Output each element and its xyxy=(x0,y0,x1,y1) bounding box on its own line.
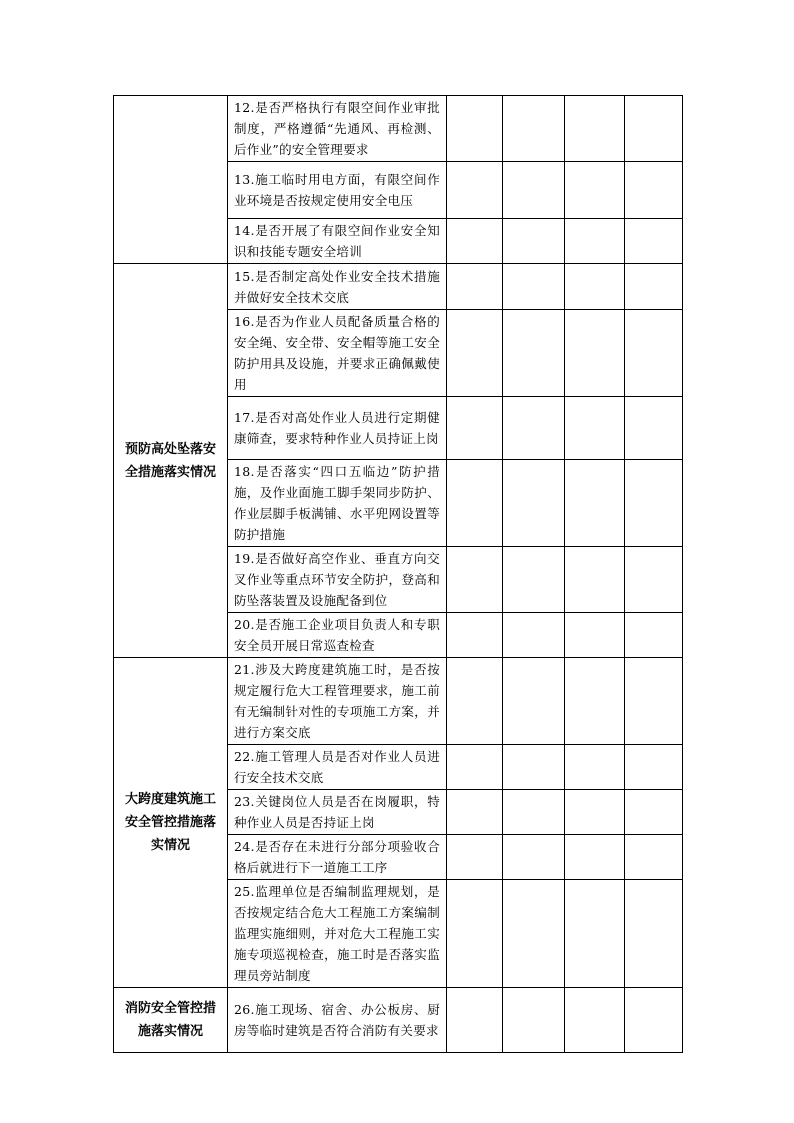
check-cell[interactable] xyxy=(625,460,683,547)
check-cell[interactable] xyxy=(625,658,683,745)
check-cell[interactable] xyxy=(447,547,503,613)
check-cell[interactable] xyxy=(503,162,565,219)
check-cell[interactable] xyxy=(565,162,625,219)
check-cell[interactable] xyxy=(565,96,625,162)
check-cell[interactable] xyxy=(503,96,565,162)
table-row xyxy=(114,264,683,310)
check-cell[interactable] xyxy=(625,397,683,460)
check-cell[interactable] xyxy=(625,613,683,658)
check-cell[interactable] xyxy=(625,310,683,397)
table-row xyxy=(114,988,683,1053)
check-cell[interactable] xyxy=(625,880,683,988)
category-cell xyxy=(114,96,228,264)
check-cell[interactable] xyxy=(503,219,565,264)
check-cell[interactable] xyxy=(625,547,683,613)
check-cell[interactable] xyxy=(503,397,565,460)
item-cell: 24.是否存在未进行分部分项验收合格后就进行下一道施工工序 xyxy=(228,835,447,880)
check-cell[interactable] xyxy=(503,880,565,988)
check-cell[interactable] xyxy=(565,460,625,547)
check-cell[interactable] xyxy=(447,880,503,988)
check-cell[interactable] xyxy=(447,162,503,219)
table-row xyxy=(114,96,683,162)
check-cell[interactable] xyxy=(503,547,565,613)
check-cell[interactable] xyxy=(447,658,503,745)
check-cell[interactable] xyxy=(503,264,565,310)
check-cell[interactable] xyxy=(503,835,565,880)
checklist-table xyxy=(113,95,683,1053)
item-cell: 23.关键岗位人员是否在岗履职，特种作业人员是否持证上岗 xyxy=(228,790,447,835)
check-cell[interactable] xyxy=(447,835,503,880)
check-cell[interactable] xyxy=(447,264,503,310)
check-cell[interactable] xyxy=(625,264,683,310)
item-cell: 20.是否施工企业项目负责人和专职安全员开展日常巡查检查 xyxy=(228,613,447,658)
check-cell[interactable] xyxy=(447,310,503,397)
check-cell[interactable] xyxy=(503,790,565,835)
check-cell[interactable] xyxy=(565,790,625,835)
check-cell[interactable] xyxy=(625,745,683,790)
check-cell[interactable] xyxy=(625,835,683,880)
check-cell[interactable] xyxy=(447,790,503,835)
check-cell[interactable] xyxy=(625,790,683,835)
check-cell[interactable] xyxy=(503,988,565,1053)
check-cell[interactable] xyxy=(625,988,683,1053)
item-cell: 16.是否为作业人员配备质量合格的安全绳、安全带、安全帽等施工安全防护用具及设施，并要求正确佩戴使用 xyxy=(228,310,447,397)
item-cell: 21.涉及大跨度建筑施工时，是否按规定履行危大工程管理要求，施工前有无编制针对性的专项施工方案，并进行方案交底 xyxy=(228,658,447,745)
item-cell: 14.是否开展了有限空间作业安全知识和技能专题安全培训 xyxy=(228,219,447,264)
category-cell: 大跨度建筑施工安全管控措施落实情况 xyxy=(114,658,228,988)
check-cell[interactable] xyxy=(565,219,625,264)
check-cell[interactable] xyxy=(503,310,565,397)
check-cell[interactable] xyxy=(503,613,565,658)
check-cell[interactable] xyxy=(447,613,503,658)
item-cell: 15.是否制定高处作业安全技术措施并做好安全技术交底 xyxy=(228,264,447,310)
check-cell[interactable] xyxy=(447,397,503,460)
check-cell[interactable] xyxy=(503,745,565,790)
check-cell[interactable] xyxy=(625,162,683,219)
item-cell: 18.是否落实“四口五临边”防护措施，及作业面施工脚手架同步防护、作业层脚手板满铺、水平兜网设置等防护措施 xyxy=(228,460,447,547)
check-cell[interactable] xyxy=(447,96,503,162)
check-cell[interactable] xyxy=(565,988,625,1053)
check-cell[interactable] xyxy=(565,310,625,397)
item-cell: 22.施工管理人员是否对作业人员进行安全技术交底 xyxy=(228,745,447,790)
check-cell[interactable] xyxy=(565,397,625,460)
category-cell: 消防安全管控措施落实情况 xyxy=(114,988,228,1053)
item-cell: 12.是否严格执行有限空间作业审批制度，严格遵循“先通风、再检测、后作业”的安全管理要求 xyxy=(228,96,447,162)
item-cell: 25.监理单位是否编制监理规划，是否按规定结合危大工程施工方案编制监理实施细则，并对危大工程施工实施专项巡视检查，施工时是否落实监理员旁站制度 xyxy=(228,880,447,988)
item-cell: 13.施工临时用电方面，有限空间作业环境是否按规定使用安全电压 xyxy=(228,162,447,219)
check-cell[interactable] xyxy=(447,219,503,264)
check-cell[interactable] xyxy=(565,835,625,880)
check-cell[interactable] xyxy=(625,219,683,264)
check-cell[interactable] xyxy=(447,460,503,547)
check-cell[interactable] xyxy=(565,745,625,790)
check-cell[interactable] xyxy=(565,880,625,988)
check-cell[interactable] xyxy=(447,745,503,790)
item-cell: 26.施工现场、宿舍、办公板房、厨房等临时建筑是否符合消防有关要求 xyxy=(228,988,447,1053)
check-cell[interactable] xyxy=(565,264,625,310)
item-cell: 19.是否做好高空作业、垂直方向交叉作业等重点环节安全防护，登高和防坠落装置及设施配备到位 xyxy=(228,547,447,613)
check-cell[interactable] xyxy=(565,547,625,613)
check-cell[interactable] xyxy=(565,613,625,658)
item-cell: 17.是否对高处作业人员进行定期健康筛查，要求特种作业人员持证上岗 xyxy=(228,397,447,460)
check-cell[interactable] xyxy=(503,658,565,745)
check-cell[interactable] xyxy=(625,96,683,162)
check-cell[interactable] xyxy=(503,460,565,547)
category-cell: 预防高处坠落安全措施落实情况 xyxy=(114,264,228,658)
check-cell[interactable] xyxy=(565,658,625,745)
check-cell[interactable] xyxy=(447,988,503,1053)
table-row xyxy=(114,658,683,745)
